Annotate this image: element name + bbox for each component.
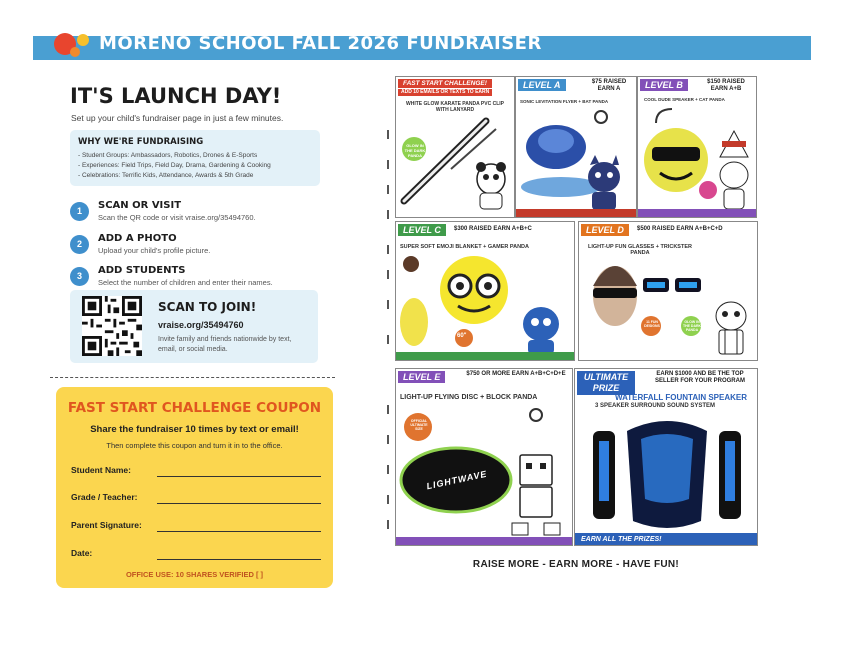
emoji-blanket-gamer-panda-icon	[396, 252, 575, 361]
step-scan	[70, 200, 340, 230]
prize-tag: ULTIMATE PRIZE	[577, 371, 635, 395]
tagline: RAISE MORE - EARN MORE - HAVE FUN!	[472, 559, 680, 570]
prize-tag: FAST START CHALLENGE!	[398, 79, 492, 88]
prize-tag: LEVEL D	[581, 224, 629, 236]
scan-description: Invite family and friends nationwide by text, email, or social media.	[158, 336, 292, 353]
field-line	[157, 476, 321, 477]
prize-item: LIGHT-UP FLYING DISC + BLOCK PANDA	[400, 394, 538, 401]
scan-to-join-box	[70, 290, 318, 363]
karate-panda-icon	[396, 109, 515, 218]
prize-item-detail: 3 SPEAKER SURROUND SOUND SYSTEM	[595, 403, 716, 409]
prize-requirement: EARN $1000 AND BE THE TOP SELLER FOR YOUR PROGRAM	[655, 371, 745, 384]
prize-panel-level-b	[637, 76, 757, 218]
field-label: Parent Signature:	[71, 520, 142, 530]
coupon-subtitle: Share the fundraiser 10 times by text or email!	[90, 424, 299, 435]
prize-requirement: $500 RAISED EARN A+B+C+D	[637, 226, 723, 232]
prize-item: COOL DUDE SPEAKER + CAT PANDA	[644, 97, 725, 102]
prize-tag: LEVEL E	[398, 371, 445, 383]
prize-panel-level-e	[395, 368, 573, 546]
cut-line-divider	[50, 377, 335, 378]
prize-item: WATERFALL FOUNTAIN SPEAKER	[615, 393, 747, 402]
date-field[interactable]	[71, 548, 321, 562]
prize-requirement: ADD 10 EMAILS OR TEXTS TO EARN	[398, 89, 492, 96]
prize-requirement: $750 OR MORE EARN A+B+C+D+E	[466, 371, 566, 377]
glow-badge: GLOW IN THE DARK PANDA	[682, 320, 702, 332]
why-title: WHY WE'RE FUNDRAISING	[78, 137, 204, 147]
qr-code-icon[interactable]	[82, 296, 142, 356]
waterfall-speaker-icon	[575, 411, 758, 546]
margin-mark	[387, 465, 389, 474]
field-label: Date:	[71, 548, 93, 558]
step-photo	[70, 233, 340, 263]
step-number: 2	[70, 235, 89, 254]
student-name-field[interactable]	[71, 465, 321, 479]
prize-panel-level-d	[578, 221, 758, 361]
prize-panel-level-c	[395, 221, 575, 361]
prize-tag: LEVEL C	[398, 224, 446, 236]
grade-teacher-field[interactable]	[71, 492, 321, 506]
field-label: Student Name:	[71, 465, 131, 475]
glow-badge: GLOW IN THE DARK PANDA	[404, 143, 426, 158]
why-line: - Experiences: Field Trips, Field Day, Drama, Gardening & Cooking	[78, 162, 271, 169]
launch-title: IT'S LAUNCH DAY!	[70, 84, 282, 108]
margin-mark	[387, 335, 389, 344]
size-badge: OFFICIAL ULTIMATE SIZE	[410, 419, 428, 431]
prize-item: WHITE GLOW KARATE PANDA PVC CLIP WITH LANYARD	[406, 101, 504, 113]
prize-panel-level-a	[515, 76, 637, 218]
prize-item: SUPER SOFT EMOJI BLANKET + GAMER PANDA	[400, 244, 530, 250]
margin-mark	[387, 210, 389, 219]
levitation-flyer-bat-panda-icon	[516, 107, 637, 218]
margin-mark	[387, 185, 389, 194]
field-line	[157, 531, 321, 532]
fast-start-coupon	[56, 387, 333, 588]
step-description: Upload your child's profile picture.	[98, 246, 211, 255]
margin-mark	[387, 520, 389, 529]
step-title: ADD STUDENTS	[98, 265, 186, 276]
scan-title: SCAN TO JOIN!	[158, 300, 257, 314]
field-line	[157, 503, 321, 504]
banner-title: MORENO SCHOOL FALL 2026 FUNDRAISER	[99, 33, 542, 54]
office-use-note: OFFICE USE: 10 SHARES VERIFIED [ ]	[125, 570, 264, 579]
scan-url-link[interactable]: vraise.org/35494760	[158, 320, 244, 330]
step-title: SCAN OR VISIT	[98, 200, 182, 211]
margin-mark	[387, 405, 389, 414]
margin-mark	[387, 130, 389, 139]
prize-footer: EARN ALL THE PRIZES!	[581, 536, 662, 543]
cool-speaker-cat-panda-icon	[638, 105, 757, 218]
margin-mark	[387, 300, 389, 309]
step-description: Select the number of children and enter their names.	[98, 278, 273, 287]
coupon-title: FAST START CHALLENGE COUPON	[67, 400, 322, 416]
light-up-glasses-trickster-panda-icon	[579, 256, 758, 361]
field-line	[157, 559, 321, 560]
step-number: 3	[70, 267, 89, 286]
logo-dots-icon	[45, 30, 105, 60]
prize-requirement: $75 RAISED EARN A	[591, 79, 627, 92]
prize-panel-fast-start	[395, 76, 515, 218]
step-description: Scan the QR code or visit vraise.org/35494760.	[98, 213, 256, 222]
prize-requirement: $300 RAISED EARN A+B+C	[454, 226, 532, 232]
prize-requirement: $150 RAISED EARN A+B	[707, 79, 745, 92]
margin-mark	[387, 435, 389, 444]
prize-item: LIGHT-UP FUN GLASSES + TRICKSTER PANDA	[588, 244, 692, 256]
margin-mark	[387, 245, 389, 254]
margin-mark	[387, 270, 389, 279]
prize-tag: LEVEL A	[518, 79, 566, 91]
margin-mark	[387, 495, 389, 504]
launch-subtitle: Set up your child's fundraiser page in just a few minutes.	[71, 113, 284, 123]
margin-mark	[387, 160, 389, 169]
field-label: Grade / Teacher:	[71, 492, 138, 502]
prize-panel-ultimate	[574, 368, 758, 546]
designs-badge: 11 FUN DESIGNS	[644, 320, 660, 328]
why-line: - Celebrations: Terrific Kids, Attendance, Awards & 5th Grade	[78, 172, 254, 179]
prize-item: SONIC LEVITATION FLYER + BAT PANDA	[520, 99, 609, 104]
size-badge: 60"	[457, 333, 467, 339]
disc-brand-text: LIGHTWAVE	[425, 468, 489, 492]
header-banner	[33, 33, 811, 60]
coupon-instruction: Then complete this coupon and turn it in to the office.	[106, 441, 283, 450]
why-fundraising-box	[70, 130, 320, 186]
step-number: 1	[70, 202, 89, 221]
step-title: ADD A PHOTO	[98, 233, 177, 244]
prize-tag: LEVEL B	[640, 79, 688, 91]
parent-signature-field[interactable]	[71, 520, 321, 534]
why-line: - Student Groups: Ambassadors, Robotics, Drones & E-Sports	[78, 152, 258, 159]
